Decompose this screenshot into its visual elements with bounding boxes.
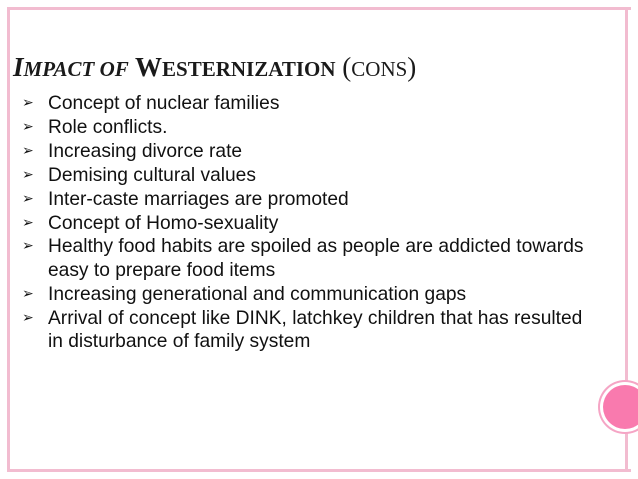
slide-border-top — [7, 7, 631, 10]
bullet-item — [22, 212, 602, 235]
bullet-item — [22, 283, 602, 306]
arrow-bullet-icon: ➢ — [22, 190, 34, 207]
bullet-item — [22, 92, 602, 115]
bullet-text: Increasing divorce rate — [48, 140, 243, 162]
bullet-text: Concept of Homo-sexuality — [48, 212, 279, 234]
bullet-item — [22, 140, 602, 163]
title-westernization-rest: ESTERNIZATION — [162, 57, 336, 81]
title-open-paren: ( — [335, 52, 352, 82]
bullet-item — [22, 164, 602, 187]
arrow-bullet-icon: ➢ — [22, 285, 34, 302]
title-initial-i: I — [13, 52, 24, 82]
bullet-text: Concept of nuclear families — [48, 93, 280, 114]
title-initial-w: W — [128, 52, 163, 82]
slide-border-right-bottom — [625, 430, 628, 471]
bullet-list — [22, 92, 602, 354]
arrow-bullet-icon: ➢ — [22, 309, 34, 326]
bullet-text: Inter-caste marriages are promoted — [48, 188, 349, 210]
title-close-paren: ) — [407, 52, 417, 82]
slide-title — [13, 50, 416, 89]
bullet-item — [22, 116, 602, 139]
bullet-text: Increasing generational and communication gaps — [48, 283, 467, 305]
title-impact-rest: MPACT — [23, 57, 95, 81]
bullet-text: Role conflicts. — [48, 116, 168, 138]
arrow-bullet-icon: ➢ — [22, 166, 34, 183]
slide-border-bottom — [7, 469, 631, 472]
title-of: OF — [94, 57, 129, 81]
title-cons: CONS — [351, 57, 408, 81]
slide-border-right-top — [625, 7, 628, 385]
bullet-text: Healthy food habits are spoiled as people are addicted towards easy to prepare food items — [48, 236, 584, 281]
arrow-bullet-icon: ➢ — [22, 238, 34, 255]
arrow-bullet-icon: ➢ — [22, 214, 34, 231]
slide-border-left — [7, 7, 10, 471]
bullet-text: Demising cultural values — [48, 164, 256, 186]
arrow-bullet-icon: ➢ — [22, 142, 34, 159]
bullet-item — [22, 235, 602, 282]
bullet-text: Arrival of concept like DINK, latchkey children that has resulted in disturbance of family system — [48, 307, 583, 353]
bullet-item — [22, 188, 602, 211]
arrow-bullet-icon: ➢ — [22, 118, 34, 135]
bullet-item — [22, 307, 602, 354]
arrow-bullet-icon: ➢ — [22, 95, 34, 111]
decorative-circle — [603, 385, 638, 429]
